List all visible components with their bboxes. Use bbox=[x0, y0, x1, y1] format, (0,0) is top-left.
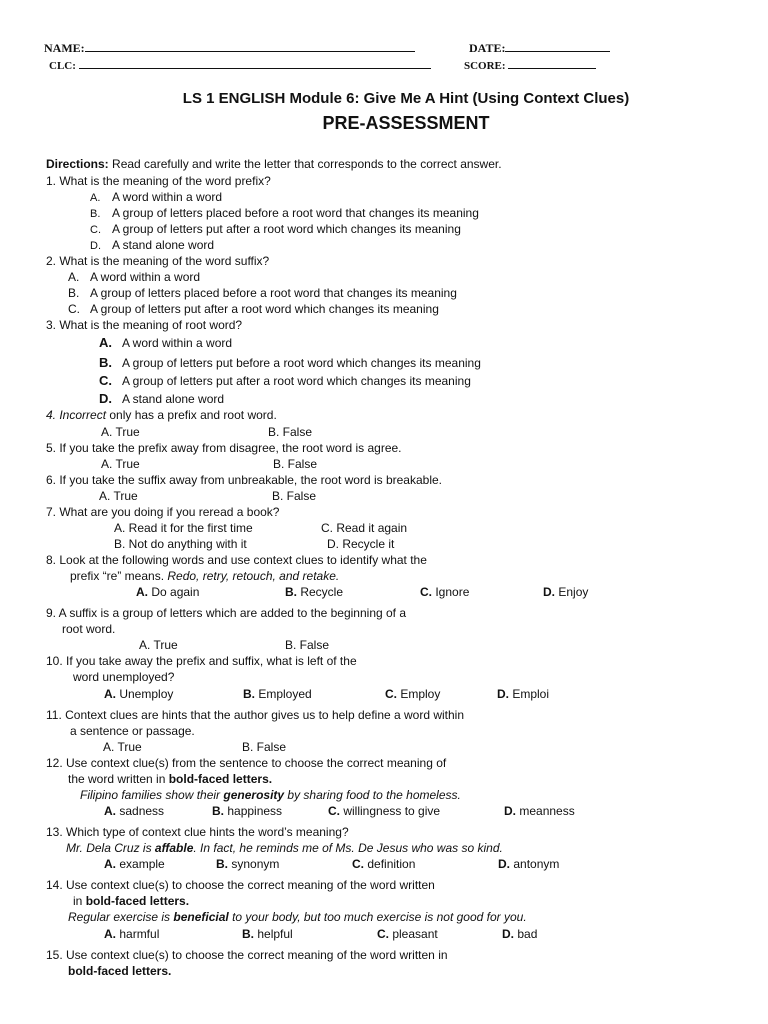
q6-question: 6. If you take the suffix away from unbreakable, the root word is breakable. bbox=[46, 473, 442, 487]
q14-text-a: harmful bbox=[119, 927, 160, 941]
q13-question: 13. Which type of context clue hints the word’s meaning? bbox=[46, 825, 349, 839]
q5-option-a: A. True bbox=[101, 457, 140, 471]
q10-question-line2: word unemployed? bbox=[73, 670, 175, 684]
q12-option-a bbox=[104, 805, 164, 817]
q8-question: 8. Look at the following words and use context clues to identify what the bbox=[46, 553, 427, 567]
module-title: LS 1 ENGLISH Module 6: Give Me A Hint (Using Context Clues) bbox=[182, 90, 630, 107]
q10-text-c: Employ bbox=[400, 687, 441, 701]
q1-text-b: A group of letters placed before a root word that changes its meaning bbox=[112, 206, 479, 220]
q12-text-bold: bold-faced letters. bbox=[168, 772, 273, 786]
score-label: SCORE: bbox=[464, 60, 506, 72]
name-blank bbox=[85, 41, 415, 52]
q14-letter-d: D. bbox=[502, 927, 514, 941]
q15-question-line2: bold-faced letters. bbox=[68, 964, 172, 978]
q8-text-a: Do again bbox=[151, 585, 200, 599]
q1-letter-d: D. bbox=[90, 240, 101, 252]
q4-option-a: A. True bbox=[101, 425, 140, 439]
q14-letter-c: C. bbox=[377, 927, 389, 941]
q13-letter-c: C. bbox=[352, 857, 364, 871]
q13-text-b: synonym bbox=[231, 857, 280, 871]
q12-text-c: willingness to give bbox=[343, 804, 441, 818]
q1-option-c bbox=[90, 223, 461, 236]
q1-letter-a: A. bbox=[90, 192, 101, 204]
q1-text-a: A word within a word bbox=[112, 190, 223, 204]
q7-option-a: A. Read it for the first time bbox=[114, 521, 253, 535]
q14-letter-b: B. bbox=[242, 927, 254, 941]
q1-text-d: A stand alone word bbox=[112, 238, 215, 252]
q13-text-a: example bbox=[119, 857, 165, 871]
q13-example-start: Mr. Dela Cruz is bbox=[66, 841, 155, 855]
directions-label: Directions: bbox=[46, 157, 109, 171]
q14-option-a bbox=[104, 928, 159, 940]
q2-text-c: A group of letters put after a root word which changes its meaning bbox=[90, 302, 439, 316]
q3-text-b: A group of letters put before a root word which changes its meaning bbox=[122, 356, 481, 370]
q3-question: 3. What is the meaning of root word? bbox=[46, 318, 243, 332]
q5-option-b: B. False bbox=[273, 457, 318, 471]
q10-letter-c: C. bbox=[385, 687, 397, 701]
q10-question: 10. If you take away the prefix and suffix, what is left of the bbox=[46, 654, 357, 668]
q2-question: 2. What is the meaning of the word suffix? bbox=[46, 254, 270, 268]
q2-letter-a: A. bbox=[68, 270, 80, 284]
q5-question: 5. If you take the prefix away from disagree, the root word is agree. bbox=[46, 441, 402, 455]
q8-letter-d: D. bbox=[543, 585, 555, 599]
clc-label: CLC: bbox=[49, 60, 76, 72]
q13-example-end: . In fact, he reminds me of Ms. De Jesus who was so kind. bbox=[193, 841, 503, 855]
q8-letter-a: A. bbox=[136, 585, 148, 599]
q12-example-word: generosity bbox=[223, 788, 285, 802]
q12-example-start: Filipino families show their bbox=[80, 788, 224, 802]
q7-option-c: C. Read it again bbox=[321, 521, 408, 535]
q9-question-line2: root word. bbox=[62, 622, 116, 636]
q12-letter-b: B. bbox=[212, 804, 224, 818]
q8-prefix-text: prefix “re” means. bbox=[70, 569, 168, 583]
q2-text-b: A group of letters placed before a root word that changes its meaning bbox=[90, 286, 457, 300]
q12-example-end: by sharing food to the homeless. bbox=[284, 788, 461, 802]
q6-option-b: B. False bbox=[272, 489, 317, 503]
q8-question-line2 bbox=[70, 570, 339, 582]
q9-question: 9. A suffix is a group of letters which are added to the beginning of a bbox=[46, 606, 407, 620]
q8-option-a bbox=[136, 586, 199, 598]
q15-question: 15. Use context clue(s) to choose the correct meaning of the word written in bbox=[46, 948, 448, 962]
q14-text-c: pleasant bbox=[392, 927, 438, 941]
q12-text-d: meanness bbox=[519, 804, 575, 818]
q4-italic-word: Incorrect bbox=[59, 408, 107, 422]
q14-option-b bbox=[242, 928, 293, 940]
q14-example bbox=[68, 911, 527, 923]
q11-question-line2: a sentence or passage. bbox=[70, 724, 195, 738]
q3-text-a: A word within a word bbox=[122, 336, 233, 350]
q4-text: only has a prefix and root word. bbox=[106, 408, 277, 422]
q3-letter-a: A. bbox=[99, 335, 112, 350]
q10-option-a bbox=[104, 688, 173, 700]
q13-letter-a: A. bbox=[104, 857, 116, 871]
q10-text-d: Emploi bbox=[512, 687, 550, 701]
q12-example bbox=[80, 789, 461, 801]
q1-letter-c: C. bbox=[90, 224, 101, 236]
q12-text-b: happiness bbox=[227, 804, 283, 818]
q1-question: 1. What is the meaning of the word prefix? bbox=[46, 174, 271, 188]
q3-option-a bbox=[99, 336, 232, 349]
q14-option-d bbox=[502, 928, 537, 940]
q3-text-d: A stand alone word bbox=[122, 392, 225, 406]
q13-text-c: definition bbox=[367, 857, 416, 871]
date-label: DATE: bbox=[469, 41, 506, 55]
q2-letter-b: B. bbox=[68, 286, 80, 300]
q14-option-c bbox=[377, 928, 438, 940]
q3-letter-c: C. bbox=[99, 373, 112, 388]
q3-letter-d: D. bbox=[99, 391, 112, 406]
q1-text-c: A group of letters put after a root word which changes its meaning bbox=[112, 222, 461, 236]
q13-letter-d: D. bbox=[498, 857, 510, 871]
q8-text-b: Recycle bbox=[300, 585, 344, 599]
q14-text-d: bad bbox=[517, 927, 538, 941]
q8-text-c: Ignore bbox=[435, 585, 470, 599]
q10-letter-b: B. bbox=[243, 687, 255, 701]
q14-text-plain: in bbox=[73, 894, 86, 908]
q14-example-start: Regular exercise is bbox=[68, 910, 174, 924]
directions bbox=[46, 158, 502, 170]
score-blank bbox=[508, 58, 596, 69]
q8-letter-b: B. bbox=[285, 585, 297, 599]
q3-option-d bbox=[99, 392, 224, 405]
q7-option-b: B. Not do anything with it bbox=[114, 537, 247, 551]
q12-option-d bbox=[504, 805, 575, 817]
q12-letter-c: C. bbox=[328, 804, 340, 818]
q8-option-c bbox=[420, 586, 469, 598]
q2-option-b bbox=[68, 287, 457, 299]
q1-letter-b: B. bbox=[90, 208, 101, 220]
q14-text-b: helpful bbox=[257, 927, 293, 941]
q11-question: 11. Context clues are hints that the author gives us to help define a word within bbox=[46, 708, 465, 722]
q10-text-a: Unemploy bbox=[119, 687, 174, 701]
q13-text-d: antonym bbox=[513, 857, 560, 871]
q10-letter-d: D. bbox=[497, 687, 509, 701]
q14-example-end: to your body, but too much exercise is not good for you. bbox=[228, 910, 527, 924]
q2-text-a: A word within a word bbox=[90, 270, 201, 284]
score-field bbox=[464, 58, 596, 72]
q4-option-b: B. False bbox=[268, 425, 313, 439]
q13-option-b bbox=[216, 858, 279, 870]
name-label: NAME: bbox=[44, 41, 85, 55]
clc-field bbox=[49, 58, 431, 72]
q1-option-a bbox=[90, 191, 222, 204]
q4-question bbox=[46, 409, 277, 421]
q11-option-b: B. False bbox=[242, 740, 287, 754]
directions-text: Read carefully and write the letter that corresponds to the correct answer. bbox=[108, 157, 502, 171]
q7-option-d: D. Recycle it bbox=[327, 537, 395, 551]
q14-question: 14. Use context clue(s) to choose the correct meaning of the word written bbox=[46, 878, 435, 892]
q8-letter-c: C. bbox=[420, 585, 432, 599]
q12-question-line2 bbox=[68, 773, 272, 785]
q2-option-a bbox=[68, 271, 200, 283]
q14-example-word: beneficial bbox=[173, 910, 229, 924]
q13-letter-b: B. bbox=[216, 857, 228, 871]
q10-text-b: Employed bbox=[258, 687, 312, 701]
q3-option-c bbox=[99, 374, 471, 387]
q9-option-b: B. False bbox=[285, 638, 330, 652]
q2-option-c bbox=[68, 303, 439, 315]
q14-question-line2 bbox=[73, 895, 189, 907]
q10-option-c bbox=[385, 688, 440, 700]
q12-option-b bbox=[212, 805, 282, 817]
q12-option-c bbox=[328, 805, 440, 817]
q6-option-a: A. True bbox=[99, 489, 138, 503]
q1-option-b bbox=[90, 207, 479, 220]
q2-letter-c: C. bbox=[68, 302, 80, 316]
q12-letter-a: A. bbox=[104, 804, 116, 818]
clc-blank bbox=[79, 58, 431, 69]
q13-example bbox=[66, 842, 503, 854]
q12-text-plain: the word written in bbox=[68, 772, 169, 786]
q12-text-a: sadness bbox=[119, 804, 165, 818]
q14-letter-a: A. bbox=[104, 927, 116, 941]
q8-option-d bbox=[543, 586, 588, 598]
q13-option-c bbox=[352, 858, 415, 870]
q1-option-d bbox=[90, 239, 214, 252]
q12-question: 12. Use context clue(s) from the sentence to choose the correct meaning of bbox=[46, 756, 447, 770]
q8-example: Redo, retry, retouch, and retake. bbox=[167, 569, 340, 583]
q4-number: 4. bbox=[46, 408, 60, 422]
date-blank bbox=[505, 41, 610, 52]
assessment-title: PRE-ASSESSMENT bbox=[322, 113, 490, 133]
q8-text-d: Enjoy bbox=[558, 585, 589, 599]
date-field bbox=[469, 41, 610, 54]
q10-option-d bbox=[497, 688, 549, 700]
q14-text-bold: bold-faced letters. bbox=[85, 894, 190, 908]
q9-option-a: A. True bbox=[139, 638, 178, 652]
q7-question: 7. What are you doing if you reread a book? bbox=[46, 505, 280, 519]
q13-option-d bbox=[498, 858, 559, 870]
q3-text-c: A group of letters put after a root word which changes its meaning bbox=[122, 374, 471, 388]
q10-letter-a: A. bbox=[104, 687, 116, 701]
q8-option-b bbox=[285, 586, 343, 598]
q3-letter-b: B. bbox=[99, 355, 112, 370]
q10-option-b bbox=[243, 688, 312, 700]
q11-option-a: A. True bbox=[103, 740, 142, 754]
q13-example-word: affable bbox=[154, 841, 194, 855]
name-field bbox=[44, 41, 415, 54]
q12-letter-d: D. bbox=[504, 804, 516, 818]
q3-option-b bbox=[99, 356, 481, 369]
q13-option-a bbox=[104, 858, 165, 870]
